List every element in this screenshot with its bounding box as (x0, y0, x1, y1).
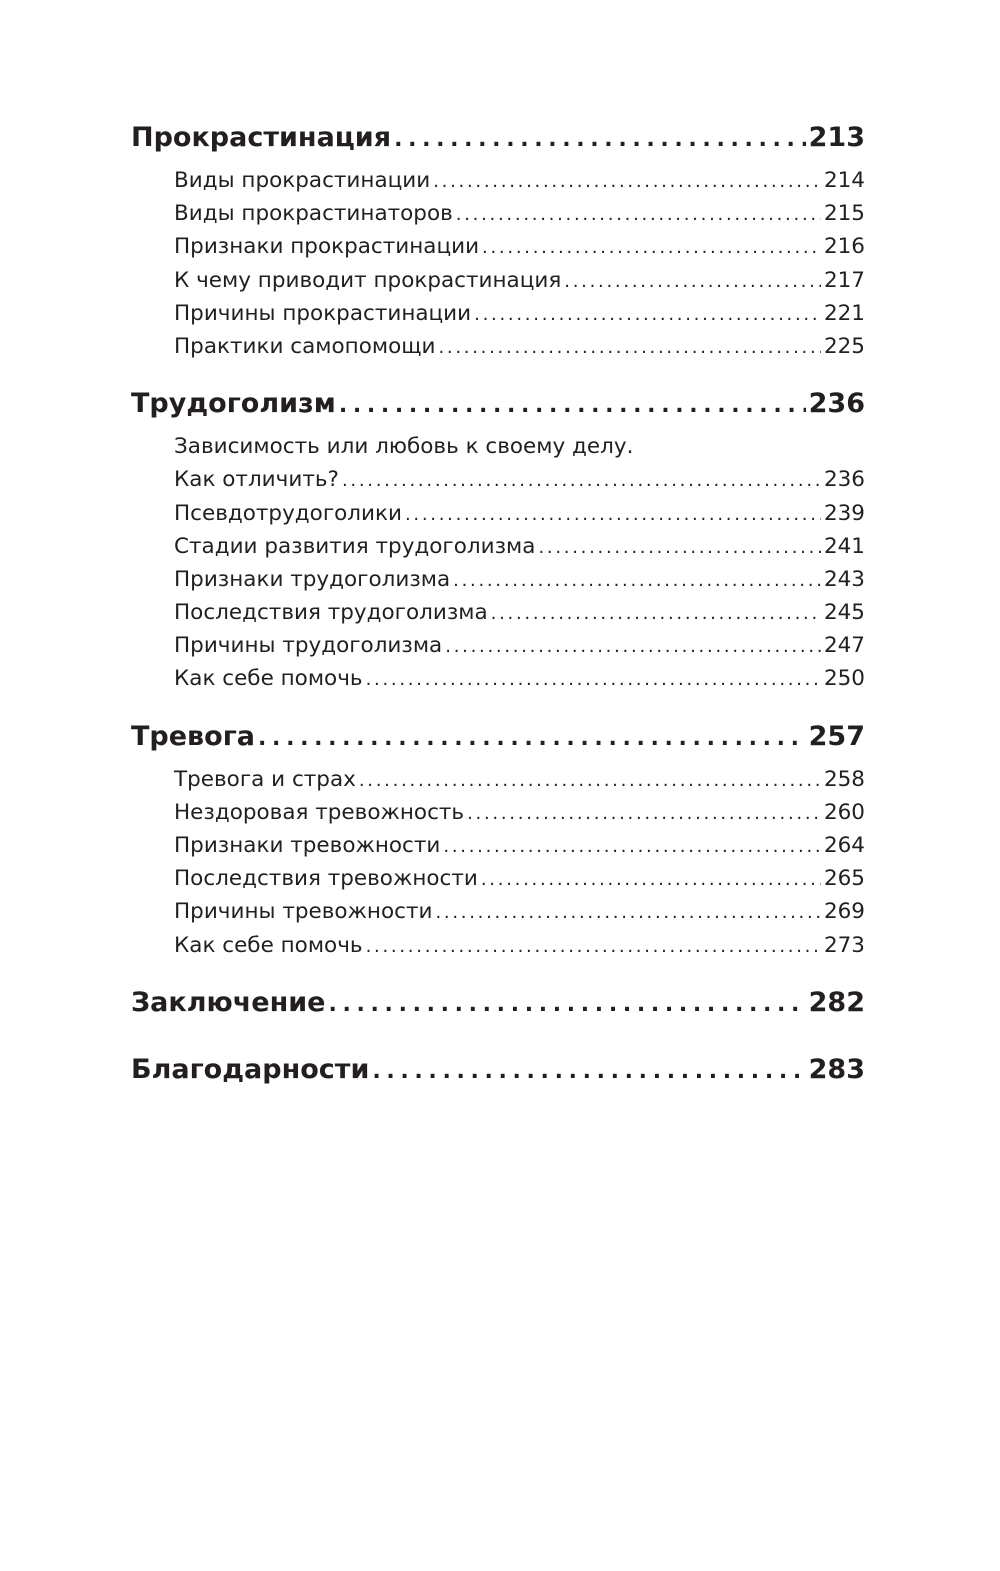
chapter-page-number: 236 (808, 388, 865, 420)
leader-dots (258, 726, 806, 751)
subsection-title: Как отличить? (174, 467, 339, 493)
subsection-page-number: 265 (823, 866, 865, 892)
leader-dots (453, 570, 821, 591)
subsection-title: Стадии развития трудоголизма (174, 533, 536, 559)
chapter-title: Трудоголизм (131, 388, 336, 420)
leader-dots (474, 304, 821, 325)
subsection-entry[interactable] (174, 201, 865, 234)
chapter-entry[interactable] (131, 721, 865, 767)
subsection-page-number: 216 (823, 234, 865, 260)
subsection-page-number: 239 (823, 500, 865, 526)
subsection-page-number: 225 (823, 333, 865, 359)
chapter-title: Заключение (131, 986, 326, 1018)
subsection-entry[interactable] (174, 800, 865, 833)
subsection-page-number: 217 (823, 267, 865, 293)
subsection-title: Последствия тревожности (174, 866, 478, 892)
leader-dots (445, 636, 821, 657)
subsection-page-number: 258 (823, 766, 865, 792)
subsection-entry[interactable] (174, 534, 865, 567)
subsection-entry-first-line[interactable] (174, 434, 865, 467)
leader-dots (366, 936, 821, 957)
subsection-entry[interactable] (174, 633, 865, 666)
leader-dots (438, 337, 821, 358)
leader-dots (433, 171, 821, 192)
subsection-entry[interactable] (174, 866, 865, 899)
leader-dots (456, 204, 821, 225)
subsection-page-number: 215 (823, 201, 865, 227)
table-of-contents (131, 122, 865, 1121)
subsection-entry[interactable] (174, 234, 865, 267)
subsection-title: Псевдотрудоголики (174, 500, 402, 526)
subsection-page-number: 247 (823, 633, 865, 659)
leader-dots (366, 669, 821, 690)
subsection-title: Причины тревожности (174, 899, 433, 925)
subsection-list (131, 434, 865, 700)
subsection-entry[interactable] (174, 301, 865, 334)
chapter-page-number: 213 (808, 122, 865, 153)
subsection-page-number: 245 (823, 600, 865, 626)
leader-dots (538, 537, 821, 558)
chapter-entry[interactable] (131, 122, 865, 168)
toc-section (131, 122, 865, 367)
subsection-entry[interactable] (174, 933, 865, 966)
toc-section (131, 721, 865, 966)
subsection-entry[interactable] (174, 666, 865, 699)
leader-dots (372, 1059, 805, 1084)
subsection-title: К чему приводит прокрастинация (174, 267, 562, 293)
subsection-page-number: 214 (823, 168, 865, 193)
subsection-page-number: 236 (823, 467, 865, 493)
toc-section (131, 987, 865, 1033)
subsection-entry[interactable] (174, 600, 865, 633)
subsection-title: Зависимость или любовь к своему делу. (174, 434, 634, 460)
subsection-title: Виды прокрастинации (174, 168, 431, 193)
leader-dots (405, 504, 821, 525)
subsection-entry[interactable] (174, 899, 865, 932)
subsection-entry[interactable] (174, 767, 865, 800)
leader-dots (435, 902, 821, 923)
subsection-list (131, 767, 865, 966)
leader-dots (342, 470, 821, 491)
toc-section (131, 1054, 865, 1100)
subsection-title: Причины прокрастинации (174, 300, 472, 326)
subsection-title: Как себе помочь (174, 932, 363, 958)
leader-dots (481, 869, 821, 890)
leader-dots (359, 770, 821, 791)
subsection-page-number: 269 (823, 899, 865, 925)
leader-dots (328, 992, 805, 1017)
leader-dots (491, 603, 821, 624)
subsection-page-number: 221 (823, 300, 865, 326)
subsection-title: Виды прокрастинаторов (174, 201, 453, 227)
leader-dots (394, 127, 806, 152)
chapter-title: Благодарности (131, 1053, 370, 1085)
toc-section (131, 388, 865, 700)
subsection-page-number: 243 (823, 566, 865, 592)
subsection-title: Признаки тревожности (174, 833, 441, 858)
subsection-title: Тревога и страх (174, 766, 356, 792)
leader-dots (467, 803, 821, 824)
subsection-title: Нездоровая тревожность (174, 799, 465, 825)
subsection-entry[interactable] (174, 567, 865, 600)
subsection-entry[interactable] (174, 268, 865, 301)
subsection-entry[interactable] (174, 467, 865, 500)
chapter-entry[interactable] (131, 987, 865, 1033)
leader-dots (339, 393, 806, 418)
chapter-title: Тревога (131, 720, 256, 752)
subsection-list (131, 168, 865, 367)
leader-dots (564, 271, 821, 292)
subsection-title: Признаки прокрастинации (174, 234, 480, 260)
subsection-entry[interactable] (174, 334, 865, 367)
subsection-page-number: 250 (823, 666, 865, 692)
subsection-title: Практики самопомощи (174, 333, 436, 359)
leader-dots (443, 836, 821, 857)
leader-dots (482, 237, 821, 258)
chapter-page-number: 283 (808, 1053, 865, 1085)
subsection-page-number: 260 (823, 799, 865, 825)
subsection-entry[interactable] (174, 168, 865, 201)
chapter-entry[interactable] (131, 388, 865, 434)
chapter-page-number: 257 (808, 720, 865, 752)
chapter-page-number: 282 (808, 986, 865, 1018)
subsection-entry[interactable] (174, 833, 865, 866)
chapter-title: Прокрастинация (131, 122, 392, 153)
subsection-title: Причины трудоголизма (174, 633, 443, 659)
subsection-title: Последствия трудоголизма (174, 600, 488, 626)
subsection-page-number: 264 (823, 833, 865, 858)
subsection-page-number: 273 (823, 932, 865, 958)
subsection-page-number: 241 (823, 533, 865, 559)
subsection-entry[interactable] (174, 501, 865, 534)
subsection-title: Признаки трудоголизма (174, 566, 451, 592)
subsection-title: Как себе помочь (174, 666, 363, 692)
chapter-entry[interactable] (131, 1054, 865, 1100)
